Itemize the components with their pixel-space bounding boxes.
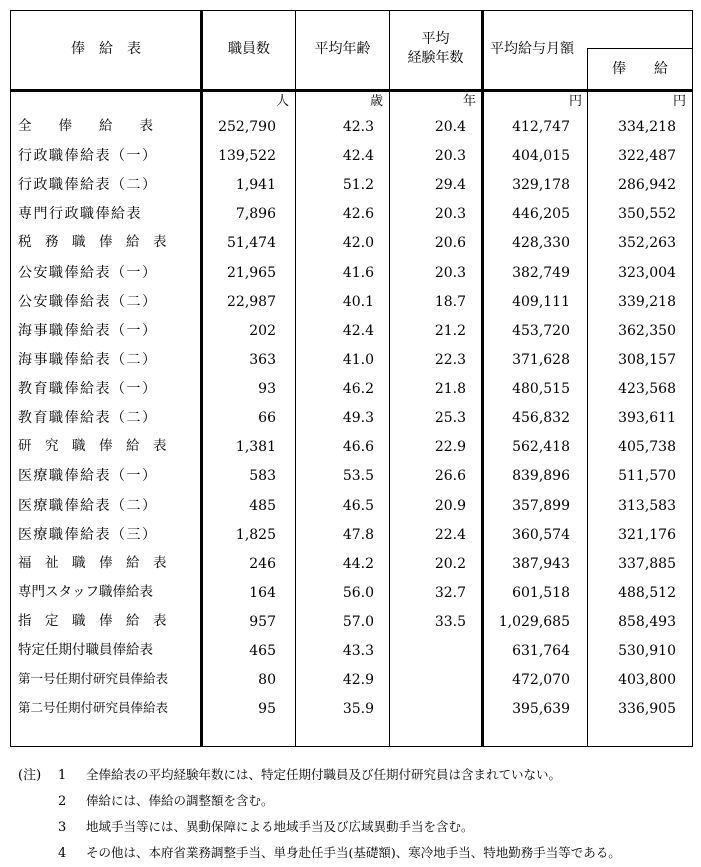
row-staff: 80 xyxy=(258,672,276,689)
row-years: 20.9 xyxy=(434,497,466,514)
row-age: 53.5 xyxy=(342,468,374,485)
row-age: 42.9 xyxy=(342,672,374,689)
row-staff: 7,896 xyxy=(235,206,276,223)
row-name: 専門行政職俸給表 xyxy=(18,206,142,223)
row-staff: 22,987 xyxy=(227,293,276,310)
row-years: 20.3 xyxy=(434,148,466,165)
row-monthly: 329,178 xyxy=(512,177,570,194)
note-number: 4 xyxy=(58,846,67,861)
row-salary: 350,552 xyxy=(618,206,676,223)
row-monthly: 360,574 xyxy=(512,526,570,543)
row-name: 医療職俸給表（三） xyxy=(18,526,158,543)
row-salary: 334,218 xyxy=(618,119,676,135)
row-name: 税 務 職 俸 給 表 xyxy=(18,234,167,251)
row-age: 44.2 xyxy=(342,555,374,572)
header-years-line2: 経験年数 xyxy=(407,50,464,66)
row-monthly: 357,899 xyxy=(512,497,570,514)
row-name: 第一号任期付研究員俸給表 xyxy=(18,671,169,687)
row-monthly: 409,111 xyxy=(512,293,570,310)
row-monthly: 453,720 xyxy=(512,322,570,339)
note-label: (注) xyxy=(18,768,42,783)
row-name: 公安職俸給表（二） xyxy=(18,293,158,310)
row-monthly: 395,639 xyxy=(512,701,570,718)
row-salary: 321,176 xyxy=(618,526,676,543)
row-age: 47.8 xyxy=(342,526,374,543)
row-name: 教育職俸給表（二） xyxy=(18,410,158,427)
row-salary: 308,157 xyxy=(618,351,676,368)
row-years: 20.4 xyxy=(434,119,466,135)
row-name: 医療職俸給表（一） xyxy=(18,468,158,485)
row-staff: 66 xyxy=(258,410,276,427)
row-name: 海事職俸給表（一） xyxy=(18,322,158,339)
row-age: 57.0 xyxy=(342,614,374,631)
row-staff: 164 xyxy=(249,584,276,601)
unit-age: 歳 xyxy=(369,94,383,109)
row-years: 26.6 xyxy=(434,468,466,485)
row-age: 42.3 xyxy=(342,119,374,135)
row-years: 29.4 xyxy=(434,177,466,194)
table-bottom-border xyxy=(10,746,693,747)
row-monthly: 428,330 xyxy=(512,235,570,252)
row-years: 32.7 xyxy=(434,584,466,601)
row-staff: 95 xyxy=(258,701,276,718)
row-staff: 51,474 xyxy=(227,235,276,252)
row-monthly: 446,205 xyxy=(512,206,570,223)
row-age: 41.0 xyxy=(342,351,374,368)
row-age: 41.6 xyxy=(342,264,374,281)
row-salary: 323,004 xyxy=(618,264,676,281)
subheader-divider xyxy=(587,48,693,49)
row-salary: 322,487 xyxy=(618,148,676,165)
row-salary: 337,885 xyxy=(618,555,676,572)
row-age: 51.2 xyxy=(342,177,374,194)
row-staff: 465 xyxy=(249,643,276,660)
row-salary: 403,800 xyxy=(618,672,676,689)
row-staff: 1,381 xyxy=(235,439,276,456)
row-years: 22.3 xyxy=(434,351,466,368)
header-monthly: 平均給与月額 xyxy=(490,41,574,57)
row-name: 医療職俸給表（二） xyxy=(18,497,158,514)
row-age: 56.0 xyxy=(342,584,374,601)
row-staff: 583 xyxy=(249,468,276,485)
row-salary: 511,570 xyxy=(618,468,676,485)
row-salary: 530,910 xyxy=(618,643,676,660)
row-monthly: 371,628 xyxy=(512,351,570,368)
row-monthly: 387,943 xyxy=(512,555,570,572)
row-monthly: 382,749 xyxy=(512,264,570,281)
table-right-border xyxy=(692,10,693,747)
row-name: 福 祉 職 俸 給 表 xyxy=(18,554,167,571)
note-text: 俸給には、俸給の調整額を含む。 xyxy=(86,793,274,808)
row-staff: 252,790 xyxy=(218,119,276,135)
row-years: 21.2 xyxy=(434,322,466,339)
row-staff: 93 xyxy=(258,381,276,398)
row-monthly: 456,832 xyxy=(512,410,570,427)
row-age: 42.4 xyxy=(342,148,374,165)
row-name: 専門スタッフ職俸給表 xyxy=(18,583,153,600)
unit-years: 年 xyxy=(462,94,476,109)
row-age: 46.6 xyxy=(342,439,374,456)
row-monthly: 1,029,685 xyxy=(498,614,570,631)
row-monthly: 472,070 xyxy=(512,672,570,689)
row-years: 22.4 xyxy=(434,526,466,543)
note-number: 2 xyxy=(58,794,67,809)
row-years: 18.7 xyxy=(434,293,466,310)
header-divider xyxy=(10,89,693,92)
row-staff: 246 xyxy=(249,555,276,572)
header-name: 俸 給 表 xyxy=(71,41,141,57)
row-monthly: 404,015 xyxy=(512,148,570,165)
row-staff: 957 xyxy=(249,614,276,631)
row-monthly: 631,764 xyxy=(512,643,570,660)
row-age: 42.4 xyxy=(342,322,374,339)
note-text: 地域手当等には、異動保障による地域手当及び広域異動手当を含む。 xyxy=(86,819,474,834)
row-staff: 21,965 xyxy=(227,264,276,281)
table-top-border xyxy=(10,10,693,11)
row-name: 行政職俸給表（一） xyxy=(18,148,158,165)
row-name: 第二号任期付研究員俸給表 xyxy=(18,700,169,716)
row-salary: 405,738 xyxy=(618,439,676,456)
header-staff: 職員数 xyxy=(228,41,270,57)
note-number: 3 xyxy=(58,820,67,835)
unit-monthly: 円 xyxy=(568,94,582,109)
row-salary: 352,263 xyxy=(618,235,676,252)
row-age: 46.2 xyxy=(342,381,374,398)
row-salary: 339,218 xyxy=(618,293,676,310)
table-left-border xyxy=(10,10,11,747)
row-name: 特定任期付職員俸給表 xyxy=(18,642,153,659)
header-years-line1: 平均 xyxy=(421,31,450,47)
row-salary: 858,493 xyxy=(618,614,676,631)
row-name: 行政職俸給表（二） xyxy=(18,177,158,194)
row-salary: 362,350 xyxy=(618,322,676,339)
row-staff: 202 xyxy=(249,322,276,339)
note-number: 1 xyxy=(58,768,67,783)
row-age: 40.1 xyxy=(342,293,374,310)
row-years: 33.5 xyxy=(434,614,466,631)
row-staff: 139,522 xyxy=(218,148,276,165)
row-name: 指 定 職 俸 給 表 xyxy=(18,613,167,630)
row-years: 20.6 xyxy=(434,235,466,252)
row-name: 教育職俸給表（一） xyxy=(18,381,158,398)
row-name: 公安職俸給表（一） xyxy=(18,264,158,281)
row-staff: 363 xyxy=(249,351,276,368)
row-age: 43.3 xyxy=(342,643,374,660)
row-age: 42.6 xyxy=(342,206,374,223)
row-age: 42.0 xyxy=(342,235,374,252)
note-text: 全俸給表の平均経験年数には、特定任期付職員及び任期付研究員は含まれていない。 xyxy=(86,767,562,782)
row-age: 35.9 xyxy=(342,701,374,718)
header-age: 平均年齢 xyxy=(314,41,371,57)
row-monthly: 839,896 xyxy=(512,468,570,485)
row-age: 46.5 xyxy=(342,497,374,514)
row-age: 49.3 xyxy=(342,410,374,427)
row-monthly: 480,515 xyxy=(512,381,570,398)
row-staff: 1,941 xyxy=(235,177,276,194)
row-years: 21.8 xyxy=(434,381,466,398)
unit-salary: 円 xyxy=(672,94,686,109)
row-years: 20.3 xyxy=(434,206,466,223)
row-salary: 393,611 xyxy=(618,410,676,427)
row-salary: 423,568 xyxy=(618,381,676,398)
header-salary: 俸 給 xyxy=(612,61,668,77)
row-monthly: 562,418 xyxy=(512,439,570,456)
row-salary: 488,512 xyxy=(618,584,676,601)
row-years: 25.3 xyxy=(434,410,466,427)
row-years: 20.2 xyxy=(434,555,466,572)
unit-staff: 人 xyxy=(275,94,289,109)
row-staff: 1,825 xyxy=(235,526,276,543)
row-name: 研 究 職 俸 給 表 xyxy=(18,438,167,455)
row-staff: 485 xyxy=(249,497,276,514)
row-name: 全 俸 給 表 xyxy=(18,118,153,134)
row-salary: 286,942 xyxy=(618,177,676,194)
row-salary: 313,583 xyxy=(618,497,676,514)
row-monthly: 412,747 xyxy=(512,119,570,135)
row-years: 20.3 xyxy=(434,264,466,281)
row-salary: 336,905 xyxy=(618,701,676,718)
row-name: 海事職俸給表（二） xyxy=(18,351,158,368)
row-years: 22.9 xyxy=(434,439,466,456)
note-text: その他は、本府省業務調整手当、単身赴任手当(基礎額)、寒冷地手当、特地勤務手当等である。 xyxy=(86,845,621,860)
row-monthly: 601,518 xyxy=(512,584,570,601)
